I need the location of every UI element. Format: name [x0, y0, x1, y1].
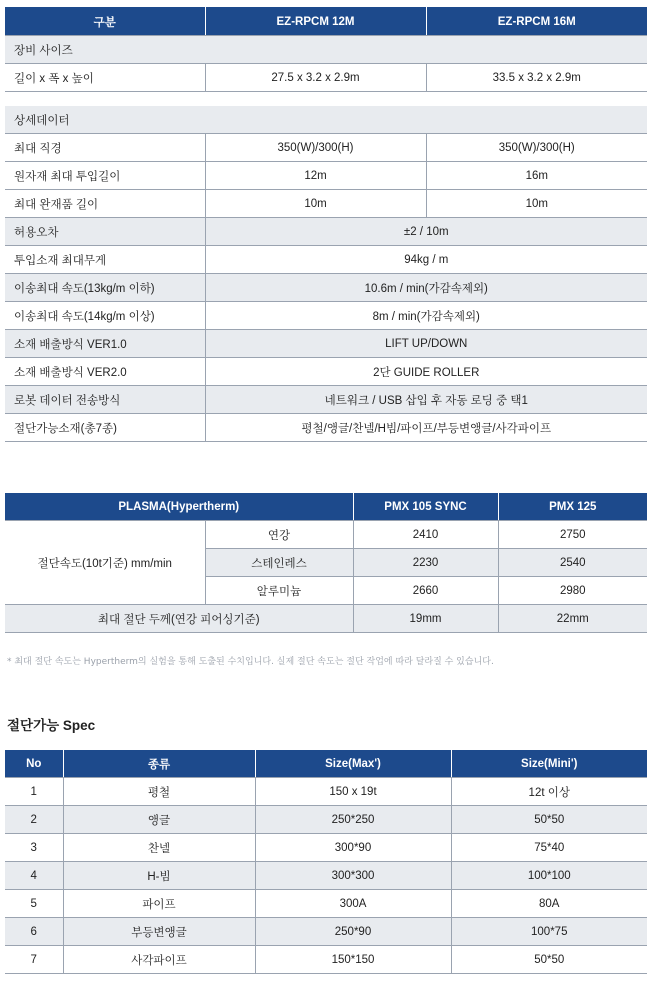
cell-value: 10m	[205, 190, 426, 218]
table-row	[5, 302, 647, 330]
table-row	[5, 386, 647, 414]
cell-max: 300*90	[255, 834, 451, 862]
cell-value: 2980	[498, 577, 647, 605]
table-row	[5, 246, 647, 274]
cell-value: 2660	[353, 577, 498, 605]
cell-min: 100*100	[451, 862, 647, 890]
table-row	[5, 162, 647, 190]
cell-value: 네트워크 / USB 삽입 후 자동 로딩 중 택1	[205, 386, 647, 414]
row-label: 최대 완재품 길이	[5, 190, 205, 218]
material-label: 알루미늄	[205, 577, 353, 605]
cell-max: 300A	[255, 890, 451, 918]
cell-type: 앵글	[63, 806, 255, 834]
row-label: 이송최대 속도(14kg/m 이상)	[5, 302, 205, 330]
section-title: 상세데이터	[5, 106, 647, 134]
cell-min: 50*50	[451, 946, 647, 974]
cell-value: 27.5 x 3.2 x 2.9m	[205, 64, 426, 92]
row-label: 허용오차	[5, 218, 205, 246]
cut-spec-table	[5, 750, 647, 974]
cell-no: 3	[5, 834, 63, 862]
cell-type: 사각파이프	[63, 946, 255, 974]
thickness-label: 최대 절단 두께(연강 피어싱기준)	[5, 605, 353, 633]
section-heading: 절단가능 Spec	[7, 718, 96, 733]
cut-spec-header-row	[5, 750, 647, 778]
cell-value: 94kg / m	[205, 246, 647, 274]
header-no: No	[5, 750, 63, 778]
cell-type: 파이프	[63, 890, 255, 918]
table-row	[5, 918, 647, 946]
table-row	[5, 274, 647, 302]
cell-value: 10.6m / min(가감속제외)	[205, 274, 647, 302]
row-label: 소재 배출방식 VER1.0	[5, 330, 205, 358]
cell-no: 7	[5, 946, 63, 974]
cell-min: 80A	[451, 890, 647, 918]
row-label: 소재 배출방식 VER2.0	[5, 358, 205, 386]
plasma-header-row	[5, 493, 647, 521]
section-row	[5, 106, 647, 134]
cell-value: 2단 GUIDE ROLLER	[205, 358, 647, 386]
row-label: 최대 직경	[5, 134, 205, 162]
cell-value: 2750	[498, 521, 647, 549]
table-row	[5, 414, 647, 442]
speed-label: 절단속도(10t기준) mm/min	[5, 521, 205, 605]
cell-value: 8m / min(가감속제외)	[205, 302, 647, 330]
cell-max: 250*250	[255, 806, 451, 834]
row-label: 절단가능소재(총7종)	[5, 414, 205, 442]
material-label: 스테인레스	[205, 549, 353, 577]
cell-max: 150*150	[255, 946, 451, 974]
header-category: 구분	[5, 8, 205, 36]
cell-value: 350(W)/300(H)	[426, 134, 647, 162]
table-row	[5, 521, 647, 549]
table-row	[5, 190, 647, 218]
header-type: 종류	[63, 750, 255, 778]
cell-value: LIFT UP/DOWN	[205, 330, 647, 358]
table-row	[5, 330, 647, 358]
cell-value: 33.5 x 3.2 x 2.9m	[426, 64, 647, 92]
header-size-max: Size(Max')	[255, 750, 451, 778]
header-pmx105: PMX 105 SYNC	[353, 493, 498, 521]
cell-no: 6	[5, 918, 63, 946]
cell-value: 12m	[205, 162, 426, 190]
header-model-16m: EZ-RPCM 16M	[426, 8, 647, 36]
section-title: 장비 사이즈	[5, 36, 647, 64]
table-row	[5, 358, 647, 386]
row-label: 투입소재 최대무게	[5, 246, 205, 274]
table-row	[5, 218, 647, 246]
cell-min: 50*50	[451, 806, 647, 834]
cell-no: 4	[5, 862, 63, 890]
cell-value: 평철/앵글/찬넬/H빔/파이프/부등변앵글/사각파이프	[205, 414, 647, 442]
cell-value: 350(W)/300(H)	[205, 134, 426, 162]
cell-max: 250*90	[255, 918, 451, 946]
cell-type: 평철	[63, 778, 255, 806]
cell-min: 100*75	[451, 918, 647, 946]
material-label: 연강	[205, 521, 353, 549]
table-row	[5, 806, 647, 834]
cell-no: 2	[5, 806, 63, 834]
cell-value: 2230	[353, 549, 498, 577]
row-label: 원자재 최대 투입길이	[5, 162, 205, 190]
cell-type: H-빔	[63, 862, 255, 890]
cell-value: 10m	[426, 190, 647, 218]
table-row	[5, 862, 647, 890]
plasma-table	[5, 493, 647, 633]
footnote: * 최대 절단 속도는 Hypertherm의 실험을 통해 도출된 수치입니다. 실제 절단 속도는 절단 작업에 따라 달라질 수 있습니다.	[7, 657, 494, 667]
table-row	[5, 946, 647, 974]
row-label: 이송최대 속도(13kg/m 이하)	[5, 274, 205, 302]
table-row	[5, 64, 647, 92]
table-row	[5, 134, 647, 162]
header-plasma: PLASMA(Hypertherm)	[5, 493, 353, 521]
cell-value: 2540	[498, 549, 647, 577]
cell-value: 22mm	[498, 605, 647, 633]
cell-max: 300*300	[255, 862, 451, 890]
cell-value: 19mm	[353, 605, 498, 633]
cell-value: 16m	[426, 162, 647, 190]
cell-type: 부등변앵글	[63, 918, 255, 946]
row-label: 길이 x 폭 x 높이	[5, 64, 205, 92]
cell-value: 2410	[353, 521, 498, 549]
table-row	[5, 890, 647, 918]
table-row	[5, 834, 647, 862]
cell-no: 5	[5, 890, 63, 918]
header-model-12m: EZ-RPCM 12M	[205, 8, 426, 36]
table-row	[5, 605, 647, 633]
cell-value: ±2 / 10m	[205, 218, 647, 246]
header-pmx125: PMX 125	[498, 493, 647, 521]
table-row	[5, 778, 647, 806]
cell-min: 75*40	[451, 834, 647, 862]
section-row	[5, 36, 647, 64]
equipment-spec-table	[5, 7, 647, 442]
row-label: 로봇 데이터 전송방식	[5, 386, 205, 414]
cell-max: 150 x 19t	[255, 778, 451, 806]
spec-header-row	[5, 8, 647, 36]
cell-no: 1	[5, 778, 63, 806]
header-size-min: Size(Mini')	[451, 750, 647, 778]
cell-min: 12t 이상	[451, 778, 647, 806]
cell-type: 찬넬	[63, 834, 255, 862]
